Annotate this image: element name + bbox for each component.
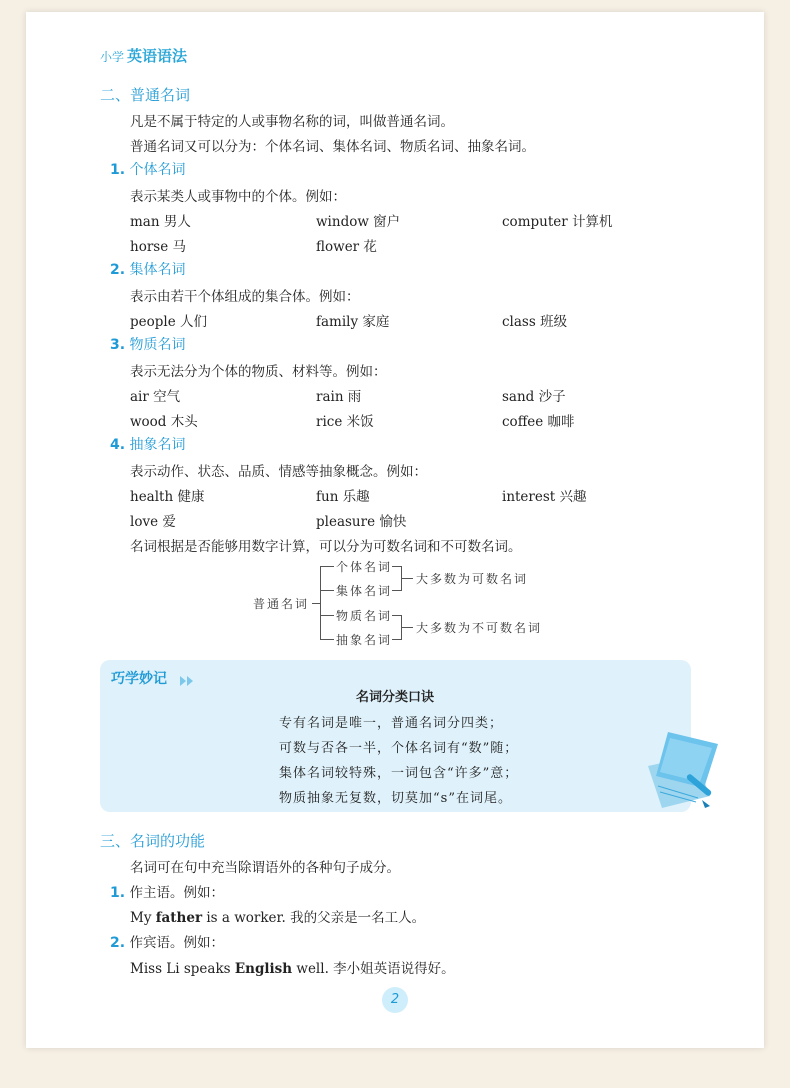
subheading-material-nouns — [110, 334, 186, 354]
item-number: 2. — [110, 935, 126, 951]
rhyme-line: 物质抽象无复数，切莫加“s”在词尾。 — [279, 791, 512, 806]
sentence-part: well. 李小姐英语说得好。 — [292, 961, 455, 977]
item-title: 作宾语。例如： — [129, 935, 225, 951]
subheading-number: 1. — [110, 162, 126, 178]
example-word: people 人们 — [130, 314, 207, 330]
example-word: rain 雨 — [316, 389, 362, 405]
subheading-number: 4. — [110, 437, 126, 453]
example-word: flower 花 — [316, 239, 377, 255]
sentence-part: Miss Li speaks — [130, 961, 235, 977]
diagram-leaf: 集体名词 — [336, 584, 393, 598]
double-arrow-icon — [180, 671, 194, 681]
paragraph: 名词可在句中充当除谓语外的各种句子成分。 — [130, 860, 400, 876]
subheading-title: 抽象名词 — [129, 437, 186, 453]
subheading-title: 物质名词 — [129, 337, 186, 353]
function-item-object — [110, 931, 224, 951]
diagram-group-uncountable: 大多数为不可数名词 — [416, 621, 543, 635]
paragraph: 普通名词又可以分为：个体名词、集体名词、物质名词、抽象名词。 — [130, 139, 535, 155]
diagram-root: 普通名词 — [253, 597, 310, 611]
example-word: man 男人 — [130, 214, 191, 230]
example-word: class 班级 — [502, 314, 568, 330]
example-word: pleasure 愉快 — [316, 514, 407, 530]
example-word: computer 计算机 — [502, 214, 613, 230]
example-word: fun 乐趣 — [316, 489, 370, 505]
highlighted-noun: English — [234, 961, 293, 977]
subheading-title: 个体名词 — [129, 162, 186, 178]
function-item-subject — [110, 881, 224, 901]
subheading-number: 2. — [110, 262, 126, 278]
example-word: interest 兴趣 — [502, 489, 587, 505]
item-number: 1. — [110, 885, 126, 901]
subheading-individual-nouns — [110, 159, 186, 179]
example-word: health 健康 — [130, 489, 205, 505]
rhyme-line: 可数与否各一半，个体名词有“数”随； — [279, 741, 519, 756]
example-word: rice 米饭 — [316, 414, 374, 430]
highlighted-noun: father — [155, 910, 203, 926]
example-word: love 爱 — [130, 514, 176, 530]
diagram-leaf: 物质名词 — [336, 609, 393, 623]
page-number: 2 — [382, 987, 408, 1013]
item-title: 作主语。例如： — [129, 885, 225, 901]
rhyme-title: 名词分类口诀 — [355, 690, 434, 705]
subheading-collective-nouns — [110, 259, 186, 279]
sentence-part: My — [130, 910, 156, 926]
rhyme-line: 专有名词是唯一，普通名词分四类； — [279, 716, 504, 731]
tip-label: 巧学妙记 — [111, 671, 167, 687]
paragraph: 表示由若干个体组成的集合体。例如： — [130, 289, 360, 305]
example-word: coffee 咖啡 — [502, 414, 575, 430]
example-word: family 家庭 — [316, 314, 390, 330]
subheading-abstract-nouns — [110, 434, 186, 454]
paragraph: 表示动作、状态、品质、情感等抽象概念。例如： — [130, 464, 427, 480]
header-series: 小学 — [100, 50, 125, 64]
subheading-number: 3. — [110, 337, 126, 353]
example-word: air 空气 — [130, 389, 181, 405]
paragraph: 表示无法分为个体的物质、材料等。例如： — [130, 364, 387, 380]
example-word: window 窗户 — [316, 214, 401, 230]
example-sentence — [130, 906, 425, 926]
section-heading-common-nouns: 二、普通名词 — [100, 86, 191, 104]
diagram-leaf: 抽象名词 — [336, 633, 393, 647]
paragraph: 表示某类人或事物中的个体。例如： — [130, 189, 346, 205]
diagram-group-countable: 大多数为可数名词 — [416, 572, 529, 586]
example-word: wood 木头 — [130, 414, 198, 430]
header-title: 英语语法 — [127, 47, 188, 65]
example-sentence — [130, 957, 455, 977]
sentence-part: is a worker. 我的父亲是一名工人。 — [202, 910, 426, 926]
section-heading-noun-functions: 三、名词的功能 — [100, 832, 206, 850]
notebook-pen-icon — [640, 726, 722, 814]
example-word: sand 沙子 — [502, 389, 566, 405]
subheading-title: 集体名词 — [129, 262, 186, 278]
diagram-leaf: 个体名词 — [336, 560, 393, 574]
rhyme-line: 集体名词较特殊，一词包含“许多”意； — [279, 766, 519, 781]
paragraph: 凡是不属于特定的人或事物名称的词，叫做普通名词。 — [130, 114, 454, 130]
example-word: horse 马 — [130, 239, 186, 255]
paragraph: 名词根据是否能够用数字计算，可以分为可数名词和不可数名词。 — [130, 539, 522, 555]
